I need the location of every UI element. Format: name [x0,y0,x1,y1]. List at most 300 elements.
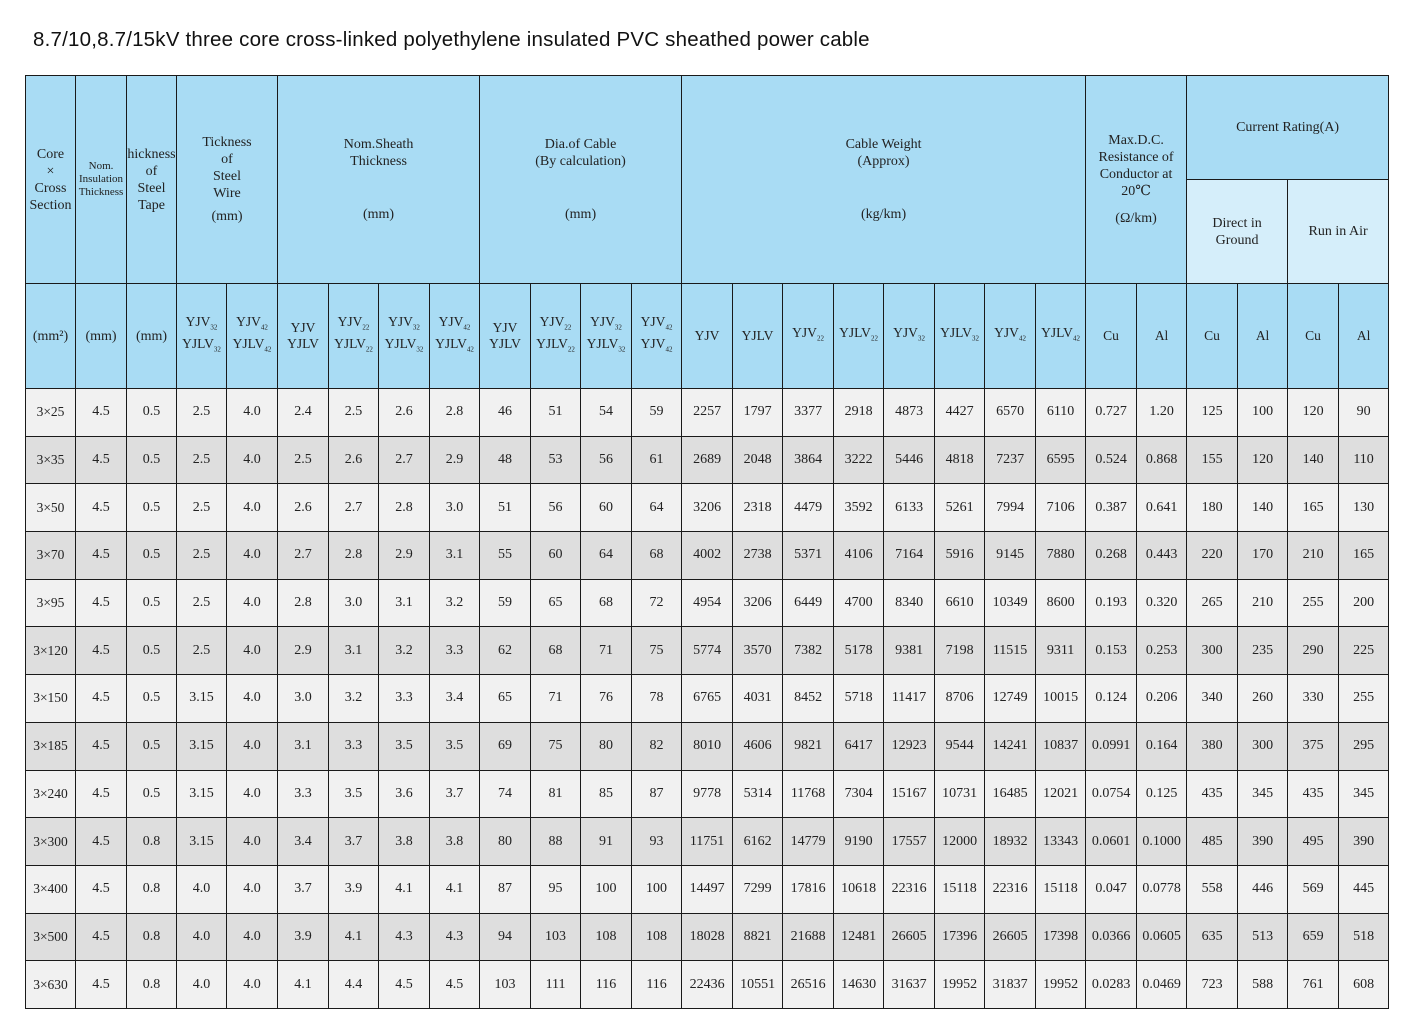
model-sheath-0: YJV YJLV [278,284,329,389]
table-cell: 3206 [682,484,733,532]
header-weight-label: Cable Weight (Approx) [845,137,922,169]
table-cell: 3.1 [379,579,430,627]
table-cell: 4.5 [76,818,127,866]
table-cell: 0.5 [127,532,177,580]
table-cell: 18932 [985,818,1036,866]
table-cell: 3222 [834,436,884,484]
table-cell: 111 [531,961,581,1009]
table-cell: 4.0 [177,913,227,961]
table-cell: 4.1 [430,865,480,913]
table-cell: 300 [1238,722,1288,770]
table-cell: 75 [531,722,581,770]
table-cell: 10837 [1036,722,1086,770]
table-cell: 26605 [884,913,935,961]
table-cell: 15167 [884,770,935,818]
table-cell: 87 [632,770,682,818]
table-cell: 170 [1238,532,1288,580]
table-cell: 6765 [682,675,733,723]
model-weight-3: $YJLV_{22}$ [834,284,884,389]
cell-core-section: 3×70 [26,532,76,580]
table-cell: 3592 [834,484,884,532]
table-cell: 31637 [884,961,935,1009]
table-cell: 4031 [733,675,783,723]
table-cell: 7106 [1036,484,1086,532]
table-cell: 12749 [985,675,1036,723]
table-cell: 6449 [783,579,834,627]
table-cell: 8340 [884,579,935,627]
table-cell: 290 [1288,627,1339,675]
table-cell: 588 [1238,961,1288,1009]
table-cell: 7198 [935,627,985,675]
model-dia-3: $YJV_{42}$ $YJV_{42}$ [632,284,682,389]
header-sheath-unit: (mm) [362,207,395,222]
table-cell: 5314 [733,770,783,818]
table-cell: 4.0 [227,961,278,1009]
table-cell: 78 [632,675,682,723]
table-cell: 85 [581,770,632,818]
table-cell: 2738 [733,532,783,580]
table-row [26,865,1389,913]
cell-core-section: 3×25 [26,389,76,437]
table-cell: 5774 [682,627,733,675]
table-cell: 13343 [1036,818,1086,866]
table-cell: 6133 [884,484,935,532]
table-cell: 0.5 [127,770,177,818]
table-body [26,389,1389,1009]
table-cell: 4954 [682,579,733,627]
table-cell: 4.5 [76,722,127,770]
table-cell: 0.443 [1137,532,1187,580]
table-cell: 2918 [834,389,884,437]
table-cell: 3.3 [430,627,480,675]
model-sheath-2: $YJV_{32}$ $YJLV_{32}$ [379,284,430,389]
table-cell: 2.5 [177,436,227,484]
table-cell: 7994 [985,484,1036,532]
table-cell: 3.3 [379,675,430,723]
table-cell: 4.0 [227,436,278,484]
table-cell: 255 [1288,579,1339,627]
table-cell: 445 [1339,865,1389,913]
table-cell: 0.268 [1086,532,1137,580]
table-cell: 5916 [935,532,985,580]
header-steel-wire-unit: (mm) [211,209,243,224]
table-cell: 435 [1187,770,1238,818]
model-weight-2: $YJV_{22}$ [783,284,834,389]
table-cell: 0.193 [1086,579,1137,627]
table-cell: 210 [1238,579,1288,627]
header-resistance-unit: (Ω/km) [1115,211,1157,226]
table-cell: 116 [581,961,632,1009]
table-cell: 3377 [783,389,834,437]
table-cell: 2.6 [278,484,329,532]
table-cell: 11768 [783,770,834,818]
header-core-cross-section: Core × Cross Section [26,76,76,284]
header-dc-resistance [1086,76,1187,284]
table-cell: 64 [632,484,682,532]
table-cell: 0.206 [1137,675,1187,723]
table-cell: 3.9 [329,865,379,913]
table-cell: 4106 [834,532,884,580]
table-cell: 8010 [682,722,733,770]
table-cell: 68 [632,532,682,580]
table-cell: 4.5 [76,961,127,1009]
model-weight-0: YJV [682,284,733,389]
cell-core-section: 3×95 [26,579,76,627]
table-cell: 21688 [783,913,834,961]
table-cell: 6162 [733,818,783,866]
table-cell: 255 [1339,675,1389,723]
table-cell: 80 [581,722,632,770]
table-cell: 3206 [733,579,783,627]
table-cell: 4.0 [227,722,278,770]
table-cell: 0.320 [1137,579,1187,627]
table-cell: 120 [1238,436,1288,484]
table-cell: 3.5 [430,722,480,770]
table-cell: 495 [1288,818,1339,866]
table-cell: 74 [480,770,531,818]
table-cell: 0.153 [1086,627,1137,675]
table-cell: 0.5 [127,484,177,532]
table-cell: 4.3 [430,913,480,961]
cell-core-section: 3×500 [26,913,76,961]
table-cell: 10551 [733,961,783,1009]
table-row [26,913,1389,961]
table-row [26,818,1389,866]
table-cell: 4.5 [76,389,127,437]
table-cell: 60 [581,484,632,532]
table-cell: 51 [531,389,581,437]
table-cell: 235 [1238,627,1288,675]
table-cell: 3.5 [329,770,379,818]
table-cell: 103 [480,961,531,1009]
table-cell: 10618 [834,865,884,913]
model-current-ground-1: Al [1238,284,1288,389]
table-cell: 3.6 [379,770,430,818]
cell-core-section: 3×300 [26,818,76,866]
header-weight-unit: (kg/km) [861,207,907,222]
table-cell: 4.1 [379,865,430,913]
model-weight-5: $YJLV_{32}$ [935,284,985,389]
table-cell: 220 [1187,532,1238,580]
table-row [26,579,1389,627]
model-weight-4: $YJV_{32}$ [884,284,935,389]
table-cell: 4.5 [76,436,127,484]
table-cell: 3.1 [430,532,480,580]
table-cell: 3.0 [329,579,379,627]
table-cell: 2048 [733,436,783,484]
table-cell: 15118 [935,865,985,913]
table-cell: 380 [1187,722,1238,770]
table-cell: 14241 [985,722,1036,770]
cell-core-section: 3×630 [26,961,76,1009]
table-cell: 0.727 [1086,389,1137,437]
table-cell: 3.15 [177,818,227,866]
table-cell: 4.0 [227,532,278,580]
header-steel-tape-thickness: hickness of Steel Tape [127,76,177,284]
model-resistance-1: Al [1137,284,1187,389]
table-cell: 4.5 [76,770,127,818]
table-cell: 22316 [884,865,935,913]
table-cell: 18028 [682,913,733,961]
table-cell: 4.5 [76,913,127,961]
table-cell: 125 [1187,389,1238,437]
table-cell: 3.15 [177,675,227,723]
table-cell: 3.2 [379,627,430,675]
table-cell: 3.8 [430,818,480,866]
table-cell: 14497 [682,865,733,913]
table-cell: 1.20 [1137,389,1187,437]
table-cell: 17398 [1036,913,1086,961]
table-cell: 0.524 [1086,436,1137,484]
table-cell: 155 [1187,436,1238,484]
table-cell: 3.2 [329,675,379,723]
table-cell: 59 [632,389,682,437]
table-row [26,961,1389,1009]
table-cell: 22316 [985,865,1036,913]
table-cell: 5718 [834,675,884,723]
table-cell: 6570 [985,389,1036,437]
table-cell: 0.8 [127,961,177,1009]
table-cell: 72 [632,579,682,627]
table-cell: 2257 [682,389,733,437]
table-cell: 513 [1238,913,1288,961]
table-cell: 4.5 [76,865,127,913]
cell-core-section: 3×120 [26,627,76,675]
table-cell: 0.253 [1137,627,1187,675]
table-cell: 2.5 [177,484,227,532]
table-cell: 3.7 [430,770,480,818]
table-row [26,675,1389,723]
table-cell: 81 [531,770,581,818]
table-cell: 0.641 [1137,484,1187,532]
cell-core-section: 3×150 [26,675,76,723]
table-cell: 0.125 [1137,770,1187,818]
table-cell: 2.8 [278,579,329,627]
table-cell: 3.1 [278,722,329,770]
table-cell: 3.4 [278,818,329,866]
table-cell: 95 [531,865,581,913]
unit-insulation: (mm) [76,284,127,389]
model-current-air-0: Cu [1288,284,1339,389]
table-cell: 48 [480,436,531,484]
table-cell: 6610 [935,579,985,627]
model-weight-6: $YJV_{42}$ [985,284,1036,389]
table-cell: 3570 [733,627,783,675]
table-cell: 2.6 [329,436,379,484]
table-cell: 2.7 [379,436,430,484]
table-cell: 659 [1288,913,1339,961]
table-cell: 140 [1238,484,1288,532]
table-cell: 10015 [1036,675,1086,723]
table-cell: 4.0 [227,913,278,961]
table-cell: 3.0 [430,484,480,532]
table-cell: 4.0 [177,865,227,913]
table-cell: 0.868 [1137,436,1187,484]
table-cell: 0.8 [127,913,177,961]
table-cell: 2.9 [430,436,480,484]
table-cell: 3.9 [278,913,329,961]
table-cell: 2.7 [329,484,379,532]
table-cell: 87 [480,865,531,913]
table-cell: 3.4 [430,675,480,723]
table-cell: 4.0 [227,865,278,913]
table-cell: 100 [581,865,632,913]
table-cell: 0.0605 [1137,913,1187,961]
table-cell: 46 [480,389,531,437]
table-cell: 88 [531,818,581,866]
table-cell: 26605 [985,913,1036,961]
table-cell: 7164 [884,532,935,580]
table-cell: 4.0 [227,627,278,675]
table-cell: 0.0469 [1137,961,1187,1009]
table-cell: 4.3 [379,913,430,961]
table-cell: 2.4 [278,389,329,437]
table-cell: 7880 [1036,532,1086,580]
table-cell: 345 [1339,770,1389,818]
table-cell: 3.2 [430,579,480,627]
table-cell: 120 [1288,389,1339,437]
cell-core-section: 3×50 [26,484,76,532]
table-cell: 340 [1187,675,1238,723]
header-insulation-thickness: Nom. Insulation Thickness [76,76,127,284]
table-cell: 2.5 [278,436,329,484]
table-cell: 2.6 [379,389,430,437]
table-cell: 12481 [834,913,884,961]
table-cell: 6595 [1036,436,1086,484]
table-cell: 68 [581,579,632,627]
table-cell: 90 [1339,389,1389,437]
table-cell: 71 [581,627,632,675]
table-cell: 0.5 [127,675,177,723]
table-cell: 2.7 [278,532,329,580]
table-cell: 4.5 [76,484,127,532]
table-cell: 9821 [783,722,834,770]
header-cable-diameter [480,76,682,284]
table-cell: 2.8 [379,484,430,532]
table-cell: 8706 [935,675,985,723]
table-cell: 56 [531,484,581,532]
header-sheath-thickness [278,76,480,284]
table-cell: 3864 [783,436,834,484]
table-cell: 68 [531,627,581,675]
table-cell: 9778 [682,770,733,818]
table-cell: 19952 [935,961,985,1009]
model-wire-0: $YJV_{32}$ $YJLV_{32}$ [177,284,227,389]
table-cell: 60 [531,532,581,580]
table-row [26,389,1389,437]
table-cell: 11417 [884,675,935,723]
table-cell: 3.3 [329,722,379,770]
table-cell: 4.5 [76,627,127,675]
table-cell: 2.5 [177,579,227,627]
table-cell: 31837 [985,961,1036,1009]
table-cell: 9145 [985,532,1036,580]
table-cell: 0.0778 [1137,865,1187,913]
table-cell: 76 [581,675,632,723]
table-row [26,627,1389,675]
table-cell: 165 [1288,484,1339,532]
table-cell: 7237 [985,436,1036,484]
table-cell: 10349 [985,579,1036,627]
table-cell: 5178 [834,627,884,675]
header-dia-label: Dia.of Cable (By calculation) [535,137,626,169]
table-cell: 446 [1238,865,1288,913]
header-steel-wire-thickness [177,76,278,284]
table-cell: 116 [632,961,682,1009]
model-wire-1: $YJV_{42}$ $YJLV_{42}$ [227,284,278,389]
table-cell: 0.5 [127,436,177,484]
table-row [26,722,1389,770]
table-cell: 4.0 [227,770,278,818]
table-cell: 14630 [834,961,884,1009]
table-cell: 4.5 [76,675,127,723]
table-row [26,532,1389,580]
table-cell: 295 [1339,722,1389,770]
table-cell: 61 [632,436,682,484]
table-cell: 2318 [733,484,783,532]
table-cell: 4.5 [379,961,430,1009]
table-row [26,770,1389,818]
table-cell: 3.1 [329,627,379,675]
unit-steel-tape: (mm) [127,284,177,389]
table-cell: 165 [1339,532,1389,580]
table-cell: 15118 [1036,865,1086,913]
table-cell: 3.7 [329,818,379,866]
table-cell: 17557 [884,818,935,866]
model-current-ground-0: Cu [1187,284,1238,389]
table-cell: 4479 [783,484,834,532]
cell-core-section: 3×35 [26,436,76,484]
table-cell: 6110 [1036,389,1086,437]
header-direct-in-ground: Direct in Ground [1187,180,1288,284]
table-cell: 62 [480,627,531,675]
table-cell: 2.5 [329,389,379,437]
model-dia-0: YJV YJLV [480,284,531,389]
table-row [26,436,1389,484]
table-cell: 22436 [682,961,733,1009]
table-cell: 0.8 [127,865,177,913]
table-cell: 0.124 [1086,675,1137,723]
table-cell: 4002 [682,532,733,580]
table-cell: 0.5 [127,722,177,770]
table-cell: 375 [1288,722,1339,770]
table-cell: 0.8 [127,818,177,866]
table-cell: 0.5 [127,389,177,437]
table-cell: 108 [581,913,632,961]
table-cell: 2689 [682,436,733,484]
table-cell: 2.5 [177,532,227,580]
table-cell: 4427 [935,389,985,437]
table-header [26,76,1389,389]
table-cell: 16485 [985,770,1036,818]
table-cell: 4.1 [329,913,379,961]
model-sheath-3: $YJV_{42}$ $YJLV_{42}$ [430,284,480,389]
table-cell: 75 [632,627,682,675]
table-cell: 14779 [783,818,834,866]
table-cell: 4.0 [227,579,278,627]
model-dia-1: $YJV_{22}$ $YJLV_{22}$ [531,284,581,389]
table-cell: 0.047 [1086,865,1137,913]
table-cell: 4.5 [76,579,127,627]
table-cell: 8452 [783,675,834,723]
table-cell: 2.9 [379,532,430,580]
table-cell: 260 [1238,675,1288,723]
table-cell: 69 [480,722,531,770]
table-cell: 330 [1288,675,1339,723]
model-dia-2: $YJV_{32}$ $YJLV_{32}$ [581,284,632,389]
table-cell: 140 [1288,436,1339,484]
table-cell: 3.15 [177,770,227,818]
